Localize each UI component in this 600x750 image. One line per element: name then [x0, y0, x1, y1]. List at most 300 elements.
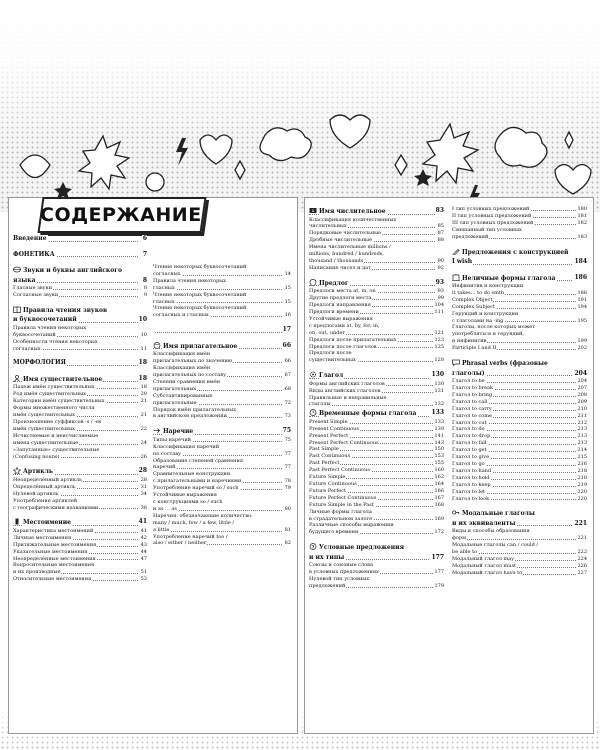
toc-entry-title: Герундий и конструкции [452, 310, 519, 317]
toc-section-entry[interactable] [309, 409, 444, 419]
numbers-icon [309, 207, 317, 214]
toc-entry-title: Future Simple in the Past [309, 501, 374, 508]
toc-page-number: 213 [577, 440, 587, 447]
toc-spacer [452, 267, 587, 273]
toc-entry[interactable] [309, 576, 444, 583]
toc-page-number: 167 [434, 494, 444, 501]
toc-entry[interactable] [309, 237, 444, 244]
toc-section-entry[interactable] [153, 427, 291, 437]
toc-entry[interactable] [309, 509, 444, 516]
toc-section-entry[interactable] [309, 554, 444, 563]
toc-entry[interactable] [153, 393, 291, 400]
toc-entry[interactable] [153, 400, 291, 407]
toc-page-number: 93 [435, 278, 444, 286]
toc-section-entry[interactable] [13, 235, 147, 244]
toc-entry[interactable] [452, 454, 587, 461]
toc-entry[interactable] [309, 440, 444, 447]
toc-entry[interactable] [309, 244, 444, 251]
toc-entry[interactable] [309, 583, 444, 590]
toc-entry-title: Имя числительное [319, 208, 386, 215]
toc-entry-title: Употребление наречий too / [153, 533, 228, 540]
toc-entry[interactable] [13, 454, 147, 461]
toc-entry[interactable] [13, 325, 147, 332]
toc-page-number: 7 [142, 250, 147, 258]
toc-entry[interactable] [153, 278, 291, 285]
toc-entry-title: гласных [153, 284, 175, 291]
toc-page-number: 221 [577, 535, 587, 542]
toc-entry-title: Past Perfect [309, 460, 340, 467]
toc-entry[interactable] [153, 492, 291, 499]
toc-entry[interactable] [452, 535, 587, 542]
toc-page-number: 204 [577, 378, 587, 385]
toc-entry[interactable] [452, 440, 587, 447]
toc-entry[interactable] [309, 495, 444, 502]
toc-entry[interactable] [153, 437, 291, 444]
toc-entry-title: Виды английских глаголов [309, 387, 381, 394]
toc-entry[interactable] [452, 206, 587, 213]
toc-entry[interactable] [153, 312, 291, 319]
toc-entry[interactable] [452, 556, 587, 563]
toc-page-number: 73 [284, 413, 291, 420]
toc-entry[interactable] [13, 535, 147, 542]
toc-entry[interactable] [13, 484, 147, 491]
toc-entry-title: Глагол to get [452, 447, 487, 454]
toc-entry[interactable] [452, 420, 587, 427]
toc-entry[interactable] [309, 529, 444, 536]
toc-entry[interactable] [452, 475, 587, 482]
toc-page-number: 11 [140, 345, 147, 352]
toc-entry[interactable] [452, 413, 587, 420]
toc-entry[interactable] [309, 323, 444, 330]
toc-entry[interactable] [13, 528, 147, 535]
toc-entry-title: Participle I and II [452, 345, 497, 352]
toc-entry[interactable] [452, 542, 587, 549]
toc-entry[interactable] [452, 304, 587, 311]
toc-entry[interactable] [13, 412, 147, 419]
toc-entry-title: Future Perfect Continuous [309, 494, 377, 501]
toc-entry[interactable] [309, 401, 444, 408]
toc-entry[interactable] [13, 542, 147, 549]
toc-entry[interactable] [13, 433, 147, 440]
toc-page-number: 191 [577, 296, 587, 303]
toc-spacer [13, 460, 147, 466]
toc-entry[interactable] [13, 426, 147, 433]
toc-entry-title: Глагол to fall [452, 440, 487, 447]
pencil-icon [452, 248, 460, 255]
toc-entry[interactable] [452, 489, 587, 496]
toc-page-number: 162 [434, 474, 444, 481]
svg-text:1: 1 [311, 209, 315, 213]
toc-entry-title: Устойчивые выражения [153, 492, 217, 499]
toc-section-entry[interactable] [452, 359, 587, 369]
toc-entry[interactable] [13, 556, 147, 563]
toc-page-number: 92 [437, 264, 444, 271]
toc-entry[interactable] [153, 358, 291, 365]
toc-entry[interactable] [13, 384, 147, 391]
toc-entry-title: Имя существительное [23, 375, 103, 383]
toc-entry[interactable] [452, 426, 587, 433]
toc-entry-title: Complex Subject [452, 303, 495, 310]
toc-entry-title: Различные способы выражения [309, 522, 394, 529]
toc-entry-title: Категории имён существительных [13, 398, 105, 405]
toc-entry-title: I wish [452, 258, 473, 266]
toc-entry[interactable] [13, 285, 147, 292]
toc-entry-title: ФОНЕТИКА [13, 250, 55, 258]
toc-entry[interactable] [309, 426, 444, 433]
toc-entry-title: и инфинитив [452, 338, 487, 345]
toc-entry-title: Артикль [23, 468, 53, 476]
toc-entry[interactable] [309, 381, 444, 388]
toc-entry-title: on, out, under [309, 329, 345, 336]
toc-entry[interactable] [309, 446, 444, 453]
toc-entry[interactable] [153, 485, 291, 492]
toc-page-number: 125 [434, 343, 444, 350]
toc-section-entry[interactable] [452, 248, 587, 258]
toc-entry-title: согласных [13, 345, 41, 352]
toc-entry[interactable] [153, 379, 291, 386]
toc-section-entry[interactable] [309, 371, 444, 381]
toc-entry[interactable] [309, 569, 444, 576]
toc-entry-title: МОРФОЛОГИЯ [13, 359, 66, 367]
toc-entry[interactable] [309, 474, 444, 481]
pin-icon [309, 279, 317, 286]
toc-entry-title: и их производные [13, 569, 61, 576]
toc-entry[interactable] [309, 309, 444, 316]
toc-entry[interactable] [452, 345, 587, 352]
toc-entry-title: Present Perfect Continuous [309, 439, 379, 446]
toc-entry-title: Present Simple [309, 418, 348, 425]
toc-spacer [309, 272, 444, 278]
toc-page-number: 177 [434, 569, 444, 576]
toc-entry[interactable] [13, 405, 147, 412]
toc-spacer [153, 420, 291, 426]
toc-entry-title: Дробные числительные [309, 237, 372, 244]
toc-entry[interactable] [13, 477, 147, 484]
toc-entry-title: Личные формы глагола [309, 508, 372, 515]
toc-page-number: 143 [434, 439, 444, 446]
toc-entry-title: Глагол to keep [452, 481, 491, 488]
toc-entry[interactable] [309, 419, 444, 426]
toc-entry[interactable] [452, 406, 587, 413]
toc-entry[interactable] [309, 562, 444, 569]
toc-entry[interactable] [13, 498, 147, 505]
toc-entry[interactable] [309, 453, 444, 460]
toc-entry[interactable] [309, 316, 444, 323]
toc-entry[interactable] [309, 217, 444, 224]
toc-page-number: 42 [140, 534, 147, 541]
toc-entry[interactable] [309, 295, 444, 302]
toc-entry-title: в условных предложениях [309, 569, 379, 576]
toc-entry-title: Образование степеней сравнения [153, 457, 243, 464]
toc-entry-title: форм [452, 535, 467, 542]
toc-section-entry[interactable] [153, 342, 291, 352]
toc-entry[interactable] [452, 482, 587, 489]
toc-entry[interactable] [13, 569, 147, 576]
toc-entry[interactable] [13, 440, 147, 447]
toc-section-entry[interactable] [13, 316, 147, 325]
toc-entry[interactable] [309, 288, 444, 295]
toc-entry[interactable] [452, 468, 587, 475]
toc-entry[interactable] [13, 332, 147, 339]
toc-page-number: 227 [577, 569, 587, 576]
toc-entry[interactable] [309, 337, 444, 344]
toc-entry[interactable] [452, 324, 587, 331]
toc-page-number: 194 [577, 303, 587, 310]
clock-icon [309, 409, 317, 416]
toc-entry-title: Present Perfect [309, 432, 349, 439]
toc-entry[interactable] [13, 576, 147, 583]
toc-entry[interactable] [13, 549, 147, 556]
toc-page-number: 172 [434, 529, 444, 536]
toc-entry[interactable] [153, 299, 291, 306]
toc-section-entry[interactable] [452, 520, 587, 529]
toc-page-number: 99 [437, 295, 444, 302]
toc-entry[interactable] [153, 540, 291, 547]
toc-spacer [13, 352, 147, 358]
toc-entry[interactable] [13, 419, 147, 426]
toc-entry-title: Правильные и неправильные [309, 394, 387, 401]
toc-entry[interactable] [452, 234, 587, 241]
toc-entry[interactable] [153, 305, 291, 312]
toc-entry[interactable] [309, 481, 444, 488]
toc-entry[interactable] [13, 491, 147, 498]
toc-entry-title: Личные местоимения [13, 534, 72, 541]
toc-entry[interactable] [153, 451, 291, 458]
toc-entry-title: в английском предложении [153, 413, 227, 420]
toc-page-number: 209 [577, 398, 587, 405]
toc-entry[interactable] [13, 447, 147, 454]
toc-entry-title: будущего времени [309, 529, 359, 536]
toc-page-number: 128 [434, 357, 444, 364]
toc-page-number: 166 [434, 487, 444, 494]
toc-entry[interactable] [452, 290, 587, 297]
toc-entry[interactable] [309, 467, 444, 474]
toc-section-entry[interactable] [13, 375, 147, 385]
toc-section-entry[interactable] [309, 543, 444, 553]
toc-entry[interactable] [452, 496, 587, 503]
toc-entry[interactable] [452, 311, 587, 318]
toc-entry[interactable] [13, 391, 147, 398]
toc-entry-title: Гласные звуки [13, 285, 53, 291]
toc-page-number: 67 [284, 371, 291, 378]
toc-page-number: 211 [577, 412, 587, 419]
toc-section-entry[interactable] [13, 266, 147, 276]
toc-page-number: 77 [284, 450, 291, 457]
toc-entry[interactable] [309, 516, 444, 523]
toc-entry[interactable] [153, 407, 291, 414]
toc-entry-title: Наречие [163, 428, 194, 436]
toc-page-number: 214 [577, 447, 587, 454]
toc-page-number: 213 [577, 426, 587, 433]
toc-section-entry[interactable] [309, 207, 444, 217]
toc-section-entry[interactable] [452, 509, 587, 519]
toc-entry[interactable] [309, 433, 444, 440]
toc-entry[interactable] [13, 398, 147, 405]
toc-entry[interactable] [452, 220, 587, 227]
toc-entry-title: Complex Object [452, 296, 493, 303]
toc-entry[interactable] [13, 292, 147, 299]
toc-entry[interactable] [309, 395, 444, 402]
toc-entry[interactable] [309, 357, 444, 364]
toc-page-number: 218 [577, 467, 587, 474]
toc-entry-title: Классификация количественных [309, 216, 397, 223]
toc-entry[interactable] [309, 251, 444, 258]
toc-entry[interactable] [309, 502, 444, 509]
arrow-icon [153, 427, 161, 434]
toc-entry[interactable] [13, 346, 147, 353]
toc-section-entry[interactable] [13, 518, 147, 528]
toc-entry[interactable] [452, 338, 587, 345]
toc-entry[interactable] [309, 344, 444, 351]
toc-entry[interactable] [452, 528, 587, 535]
toc-section-entry[interactable] [13, 359, 147, 368]
toc-entry[interactable] [309, 258, 444, 265]
toc-entry-title: Глагол to come [452, 412, 492, 419]
toc-entry-title: Глагол to call [452, 398, 488, 405]
toc-entry[interactable] [452, 213, 587, 220]
toc-entry[interactable] [153, 471, 291, 478]
toc-entry-title: Особенности чтения некоторых [13, 338, 98, 345]
toc-section-entry[interactable] [452, 370, 587, 379]
toc-entry-title: буквосочетаний [13, 331, 56, 338]
toc-spacer [452, 502, 587, 508]
toc-entry[interactable] [452, 570, 587, 577]
toc-entry[interactable] [153, 534, 291, 541]
toc-entry[interactable] [309, 522, 444, 529]
toc-entry[interactable] [309, 388, 444, 395]
toc-page-number: 85 [437, 223, 444, 230]
toc-entry-title: Future Continuous [309, 481, 357, 487]
toc-section-entry[interactable] [13, 467, 147, 477]
toc-entry[interactable] [153, 292, 291, 299]
toc-page-number: 18 [138, 374, 147, 382]
toc-entry[interactable] [13, 505, 147, 512]
toc-entry[interactable] [309, 330, 444, 337]
toc-entry-title: Характеристика местоимений [13, 527, 94, 534]
toc-entry[interactable] [153, 372, 291, 379]
toc-section-entry[interactable] [13, 306, 147, 316]
toc-page-number: 204 [574, 369, 587, 377]
toc-entry[interactable] [452, 297, 587, 304]
toc-entry-title: в страдательном залоге [309, 515, 373, 522]
toc-entry[interactable] [309, 350, 444, 357]
toc-section-entry[interactable] [13, 251, 147, 260]
key-icon [452, 509, 460, 516]
toc-page-number: 18 [138, 359, 147, 367]
toc-entry[interactable] [153, 527, 291, 534]
toc-entry[interactable] [153, 413, 291, 420]
toc-entry[interactable] [309, 223, 444, 230]
toc-entry-title: глаголы [309, 401, 331, 408]
toc-entry[interactable] [153, 351, 291, 358]
toc-entry[interactable] [452, 549, 587, 556]
toc-entry[interactable] [153, 499, 291, 506]
toc-entry[interactable] [309, 230, 444, 237]
toc-entry-title: прилагательных по значению [153, 358, 233, 365]
toc-entry[interactable] [309, 265, 444, 272]
toc-entry[interactable] [452, 318, 587, 325]
toc-page-number: 215 [577, 454, 587, 461]
toc-page-number: 31 [140, 483, 147, 490]
toc-entry-title: Future Perfect [309, 487, 346, 494]
toc-section-entry[interactable] [309, 279, 444, 289]
toc-entry[interactable] [452, 399, 587, 406]
toc-entry-title: be able to [452, 549, 478, 556]
toc-entry[interactable] [452, 227, 587, 234]
toc-entry[interactable] [452, 378, 587, 385]
toc-section-entry[interactable] [452, 274, 587, 284]
toc-entry[interactable] [309, 488, 444, 495]
toc-entry[interactable] [153, 520, 291, 527]
toc-section-entry[interactable] [153, 326, 291, 335]
toc-entry[interactable] [153, 444, 291, 451]
toc-entry-title: Степени сравнения имён [153, 378, 221, 385]
toc-entry-title: Правила чтения некоторых [153, 277, 227, 284]
toc-entry[interactable] [153, 365, 291, 372]
toc-entry[interactable] [153, 264, 291, 271]
toc-entry[interactable] [153, 506, 291, 513]
toc-entry[interactable] [13, 339, 147, 346]
toc-spacer [452, 352, 587, 358]
toc-entry-title: языка [13, 276, 36, 284]
toc-column-4 [452, 206, 587, 577]
toc-entry[interactable] [452, 283, 587, 290]
toc-entry[interactable] [153, 513, 291, 520]
toc-entry-title: Звуки и буквы английского [23, 267, 122, 274]
toc-entry[interactable] [153, 464, 291, 471]
toc-entry-title: по составу [153, 450, 182, 457]
toc-page-number: 41 [140, 527, 147, 534]
toc-entry-title: Употребление наречий so / such [153, 485, 239, 492]
toc-page-number: 121 [434, 329, 444, 336]
toc-entry[interactable] [452, 392, 587, 399]
toc-entry[interactable] [153, 386, 291, 393]
toc-entry[interactable] [153, 478, 291, 485]
toc-entry-title: Предлоги направления [309, 302, 371, 309]
toc-spacer [452, 241, 587, 247]
toc-entry[interactable] [452, 461, 587, 468]
toc-entry-title: Чтение некоторых буквосочетаний [153, 305, 247, 312]
toc-page-number: 28 [138, 467, 147, 475]
toc-entry-title: и буквосочетаний [13, 316, 77, 324]
toc-entry[interactable] [452, 433, 587, 440]
toc-entry-title: Глагол to do [452, 426, 485, 433]
toc-entry[interactable] [452, 385, 587, 392]
toc-entry-title: гласных [153, 298, 175, 305]
toc-entry[interactable] [452, 447, 587, 454]
toc-entry-title: Глагол to let [452, 488, 486, 495]
toc-entry[interactable] [309, 302, 444, 309]
toc-page-number: 10 [138, 316, 147, 324]
toc-entry-title: Future Simple [309, 474, 346, 481]
toc-entry-title: с конструкциями so / such [153, 498, 223, 505]
toc-section-entry[interactable] [452, 258, 587, 267]
toc-entry[interactable] [309, 460, 444, 467]
toc-entry[interactable] [452, 331, 587, 338]
toc-entry-title: Чтение некоторых буквосочетаний [153, 291, 247, 298]
toc-entry-title: Модальный глагол have to [452, 569, 523, 576]
toc-section-entry[interactable] [13, 277, 147, 286]
toc-page-number: 160 [434, 467, 444, 474]
toc-entry[interactable] [13, 562, 147, 569]
toc-entry-title: употребляться и герундий, [452, 331, 524, 338]
toc-entry[interactable] [153, 285, 291, 292]
toc-page-number: 104 [434, 302, 444, 309]
toc-page-number: 111 [434, 308, 444, 315]
toc-entry[interactable] [452, 563, 587, 570]
toc-entry[interactable] [153, 458, 291, 465]
toc-entry[interactable] [153, 271, 291, 278]
